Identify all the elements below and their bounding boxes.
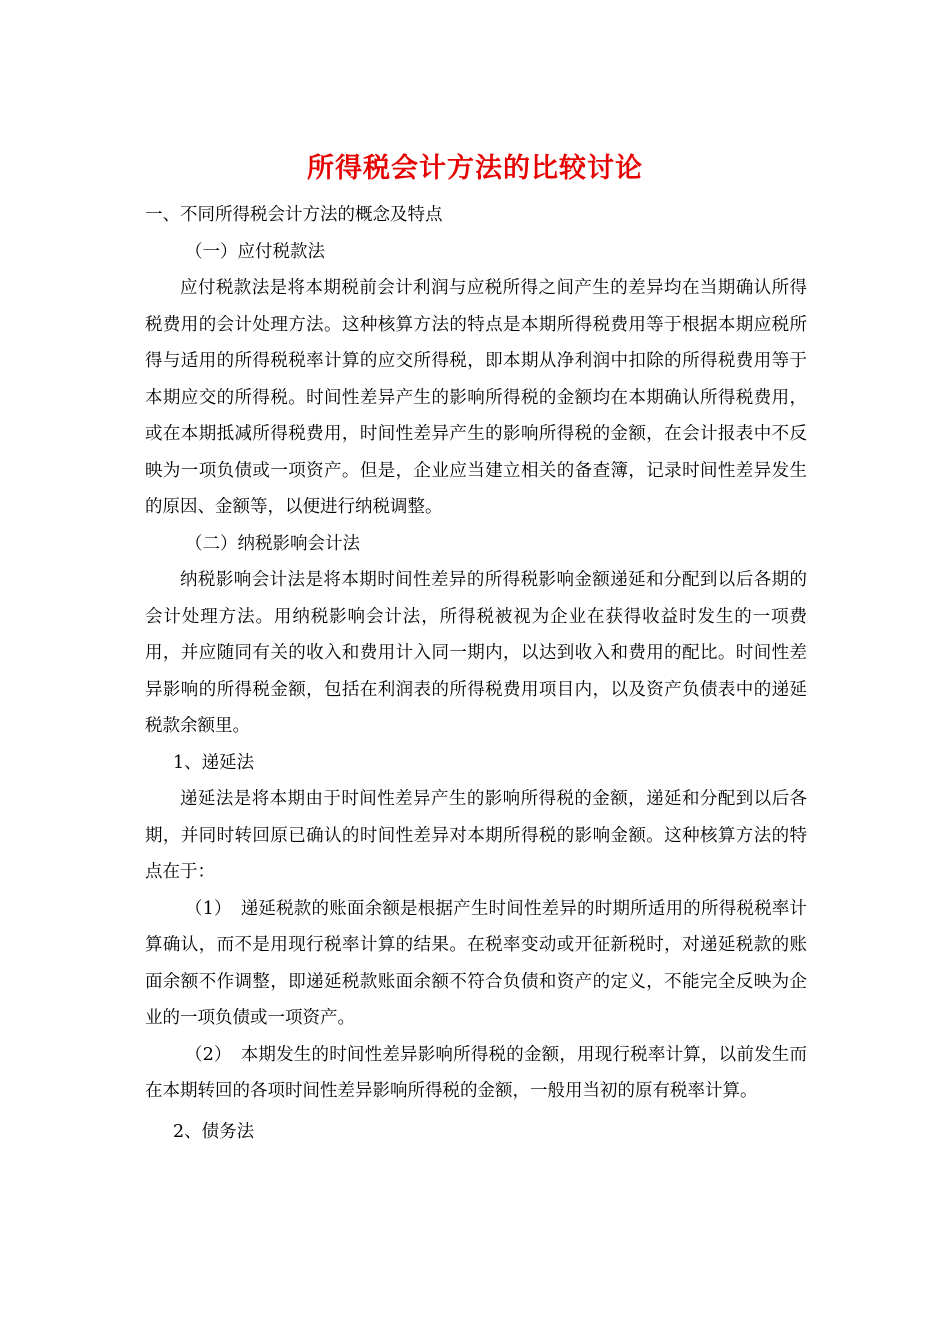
paragraph: 应付税款法是将本期税前会计利润与应税所得之间产生的差异均在当期确认所得税费用的会计处理方法。这种核算方法的特点是本期所得税费用等于根据本期应税所得与适用的所得税税率计算的应交所得税，即本期从净利润中扣除的所得税费用等于本期应交的所得税。时间性差异产生的影响所得税的金额均在本期确认所得税费用，或在本期抵减所得税费用，时间性差异产生的影响所得税的金额，在会计报表中不反映为一项负债或一项资产。但是，企业应当建立相关的备查簿，记录时间性差异发生的原因、金额等，以便进行纳税调整。 (145, 278, 807, 517)
subsection-heading: （一）应付税款法 (185, 241, 325, 262)
list-item: （1） 递延税款的账面余额是根据产生时间性差异的时期所适用的所得税税率计算确认，而不是用现行税率计算的结果。在税率变动或开征新税时，对递延税款的账面余额不作调整，即递延税款账面余额不符合负债和资产的定义，不能完全反映为企业的一项负债或一项资产。 (145, 898, 807, 1028)
document-title: 所得税会计方法的比较讨论 (307, 153, 643, 184)
item-heading: 1、递延法 (173, 752, 255, 773)
paragraph: 纳税影响会计法是将本期时间性差异的所得税影响金额递延和分配到以后各期的会计处理方法。用纳税影响会计法，所得税被视为企业在获得收益时发生的一项费用，并应随同有关的收入和费用计入同一期内，以达到收入和费用的配比。时间性差异影响的所得税金额，包括在利润表的所得税费用项目内，以及资产负债表中的递延税款余额里。 (145, 570, 807, 736)
item-heading: 2、债务法 (173, 1121, 255, 1142)
list-item: （2） 本期发生的时间性差异影响所得税的金额，用现行税率计算，以前发生而在本期转回的各项时间性差异影响所得税的金额，一般用当初的原有税率计算。 (145, 1044, 807, 1101)
paragraph: 递延法是将本期由于时间性差异产生的影响所得税的金额，递延和分配到以后各期，并同时转回原已确认的时间性差异对本期所得税的影响金额。这种核算方法的特点在于： (145, 789, 807, 882)
section-heading: 一、不同所得税会计方法的概念及特点 (145, 205, 443, 225)
document-body (145, 197, 807, 1150)
subsection-heading: （二）纳税影响会计法 (185, 533, 360, 554)
